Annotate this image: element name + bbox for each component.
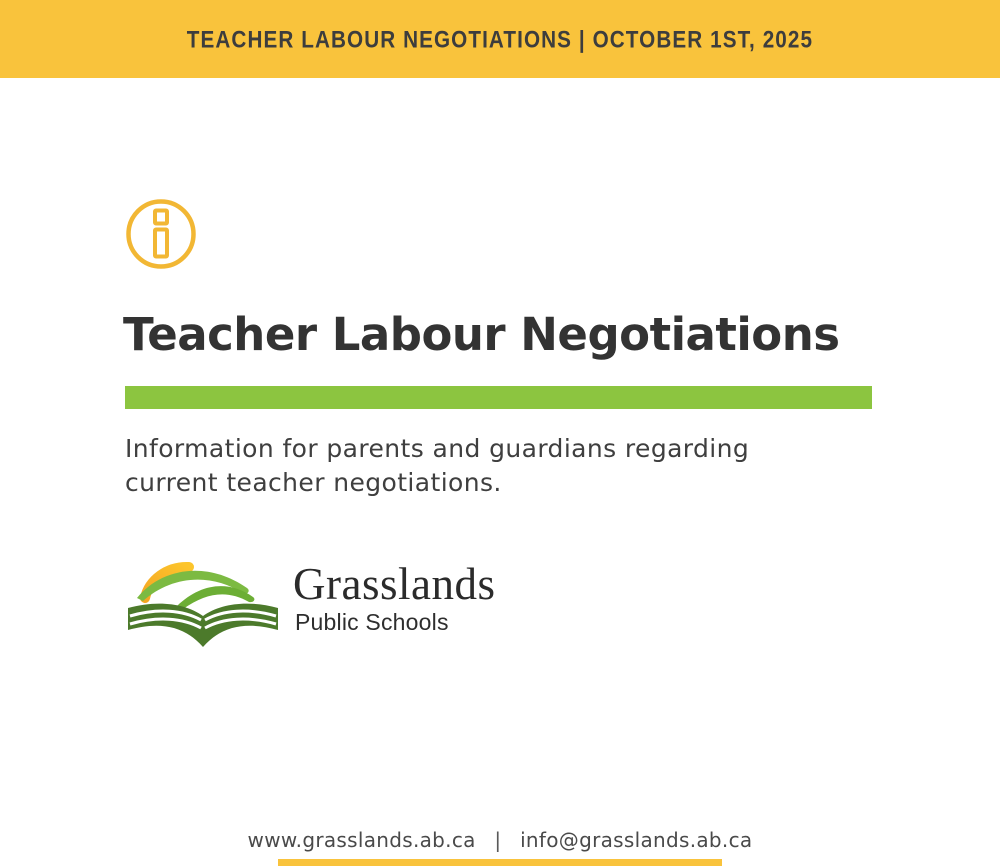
logo-name: Grasslands	[293, 559, 496, 609]
footer-email-link[interactable]: info@grasslands.ab.ca	[520, 828, 753, 852]
footer	[0, 828, 1000, 852]
logo-tagline: Public Schools	[295, 609, 449, 635]
grasslands-logo	[123, 550, 495, 650]
header-banner	[0, 0, 1000, 78]
banner-text: TEACHER LABOUR NEGOTIATIONS | OCTOBER 1ST, 2025	[186, 24, 814, 53]
open-book-hills-icon	[123, 550, 283, 650]
logo-text	[293, 550, 495, 636]
footer-website-link[interactable]: www.grasslands.ab.ca	[247, 828, 476, 852]
page-title: Teacher Labour Negotiations	[123, 308, 840, 361]
bottom-accent-bar	[278, 859, 722, 866]
footer-separator: |	[494, 828, 502, 852]
subtitle-text: Information for parents and guardians regarding current teacher negotiations.	[125, 434, 750, 497]
info-icon	[125, 198, 197, 270]
green-accent-bar	[125, 386, 872, 409]
